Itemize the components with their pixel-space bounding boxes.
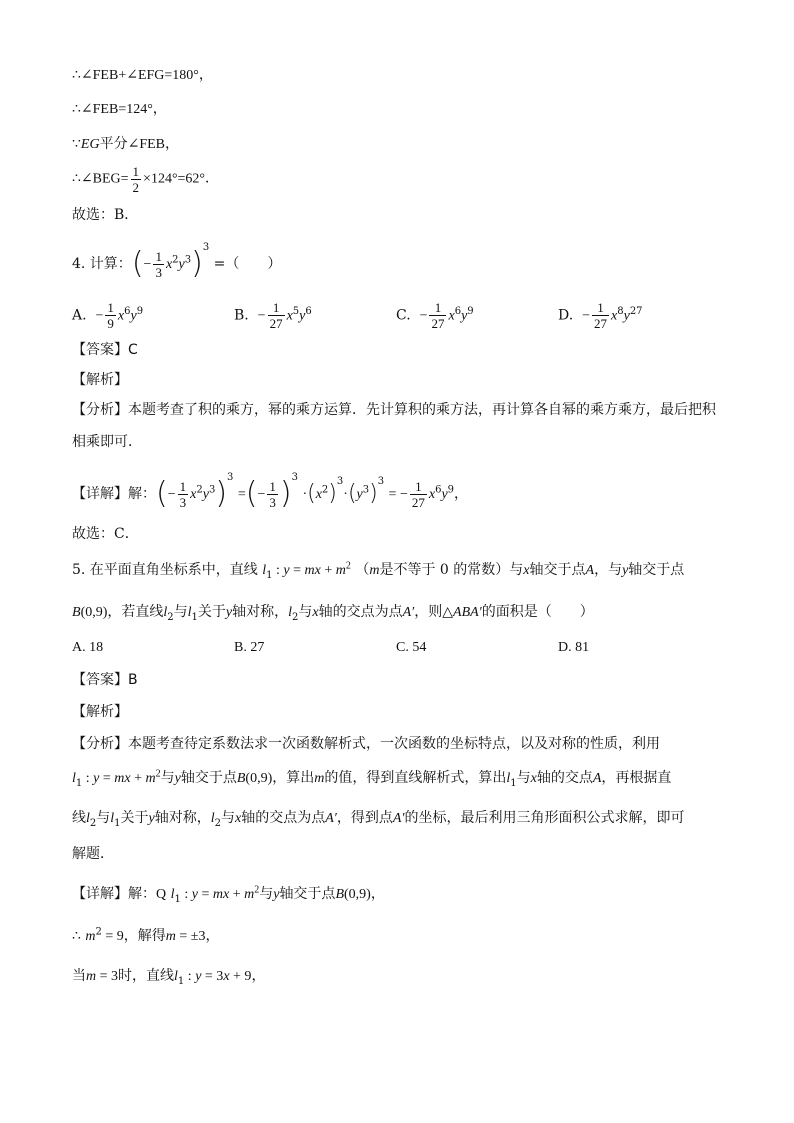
q4-analysis-1: 【分析】本题考查了积的乘方，幂的乘方运算．先计算积的乘方法，再计算各自幂的乘方乘方，最后把积 — [72, 402, 716, 418]
q4-option-a: A. − $\frac{1}{9}$ $x^6y^9$ — [72, 300, 144, 331]
q3-step-3: ∵EG平分∠FEB， — [72, 136, 179, 152]
q5-option-a: A. 18 — [72, 640, 104, 655]
q4-analysis-head: 【解析】 — [72, 372, 128, 388]
q5-analysis-3: 线$l_2$与$l_1$关于y轴对称，$l_2$与x轴的交点为点A′，得到点A′的坐标，最后利用三角形面积公式求解，即可 — [72, 810, 685, 829]
q4-detail: 【详解】解：(− $\frac{1}{3}$ $x^2y^3)^3$ =(− $\frac{1}{3}$ )$^3 \cdot(x^2)^3\cdot(y^3)^3$ = − $\frac{1}{27}$ $x^6y^9$， — [72, 472, 469, 511]
q5-option-c: C. 54 — [396, 640, 427, 655]
q3-step-1: ∴∠FEB+∠EFG=180°， — [72, 68, 213, 83]
q5-answer: 【答案】B — [72, 672, 138, 688]
q5-analysis-head: 【解析】 — [72, 704, 128, 720]
q3-choice: 故选：B． — [72, 207, 139, 223]
q5-analysis-2: $l_1$ : y = mx + $m^2$与y轴交于点B(0,9)，算出m的值，得到直线解析式，算出$l_1$与x轴的交点A，再根据直 — [72, 768, 672, 789]
q4-option-d: D. − $\frac{1}{27}$ $x^8y^{27}$ — [558, 300, 643, 331]
q5-analysis-1: 【分析】本题考查待定系数法求一次函数解析式，一次函数的坐标特点，以及对称的性质，利用 — [72, 736, 660, 752]
q5-stem-1: 5. 在平面直角坐标系中，直线 $l_1$ : y = mx + $m^2$ （m是不等于 0 的常数）与x轴交于点A，与y轴交于点 — [72, 560, 685, 581]
q3-step-4: ∴∠BEG= $\frac{1}{2}$ ×124°=62°． — [72, 164, 220, 195]
q4-analysis-2: 相乘即可． — [72, 434, 142, 450]
q5-detail-3: 当m = 3时，直线$l_1$ : y = 3x + 9， — [72, 968, 266, 987]
q4-option-c: C. − $\frac{1}{27}$ $x^6y^9$ — [396, 300, 474, 331]
q5-option-d: D. 81 — [558, 640, 590, 655]
q4-answer: 【答案】C — [72, 342, 138, 358]
q4-choice: 故选：C． — [72, 526, 139, 542]
q5-detail-1: 【详解】解：Q $l_1$ : y = mx + $m^2$与y轴交于点B(0,9)， — [72, 884, 385, 905]
q5-analysis-4: 解题． — [72, 846, 114, 862]
q4-option-b: B. − $\frac{1}{27}$ $x^5y^6$ — [234, 300, 312, 331]
q4-stem: 4. 计算：(− $\frac{1}{3}$ $x^2y^3)^3$ =（ ） — [72, 242, 282, 281]
fraction: $\frac{1}{2}$ — [132, 164, 140, 195]
q5-stem-2: B(0,9)，若直线$l_2$与$l_1$关于y轴对称，$l_2$与x轴的交点为点A′，则△ABA′的面积是（ ） — [72, 604, 594, 623]
q5-detail-2: ∴ $m^2 = 9$，解得m = ±3， — [72, 926, 220, 944]
q3-step-2: ∴∠FEB=124°， — [72, 102, 167, 117]
q5-option-b: B. 27 — [234, 640, 265, 655]
